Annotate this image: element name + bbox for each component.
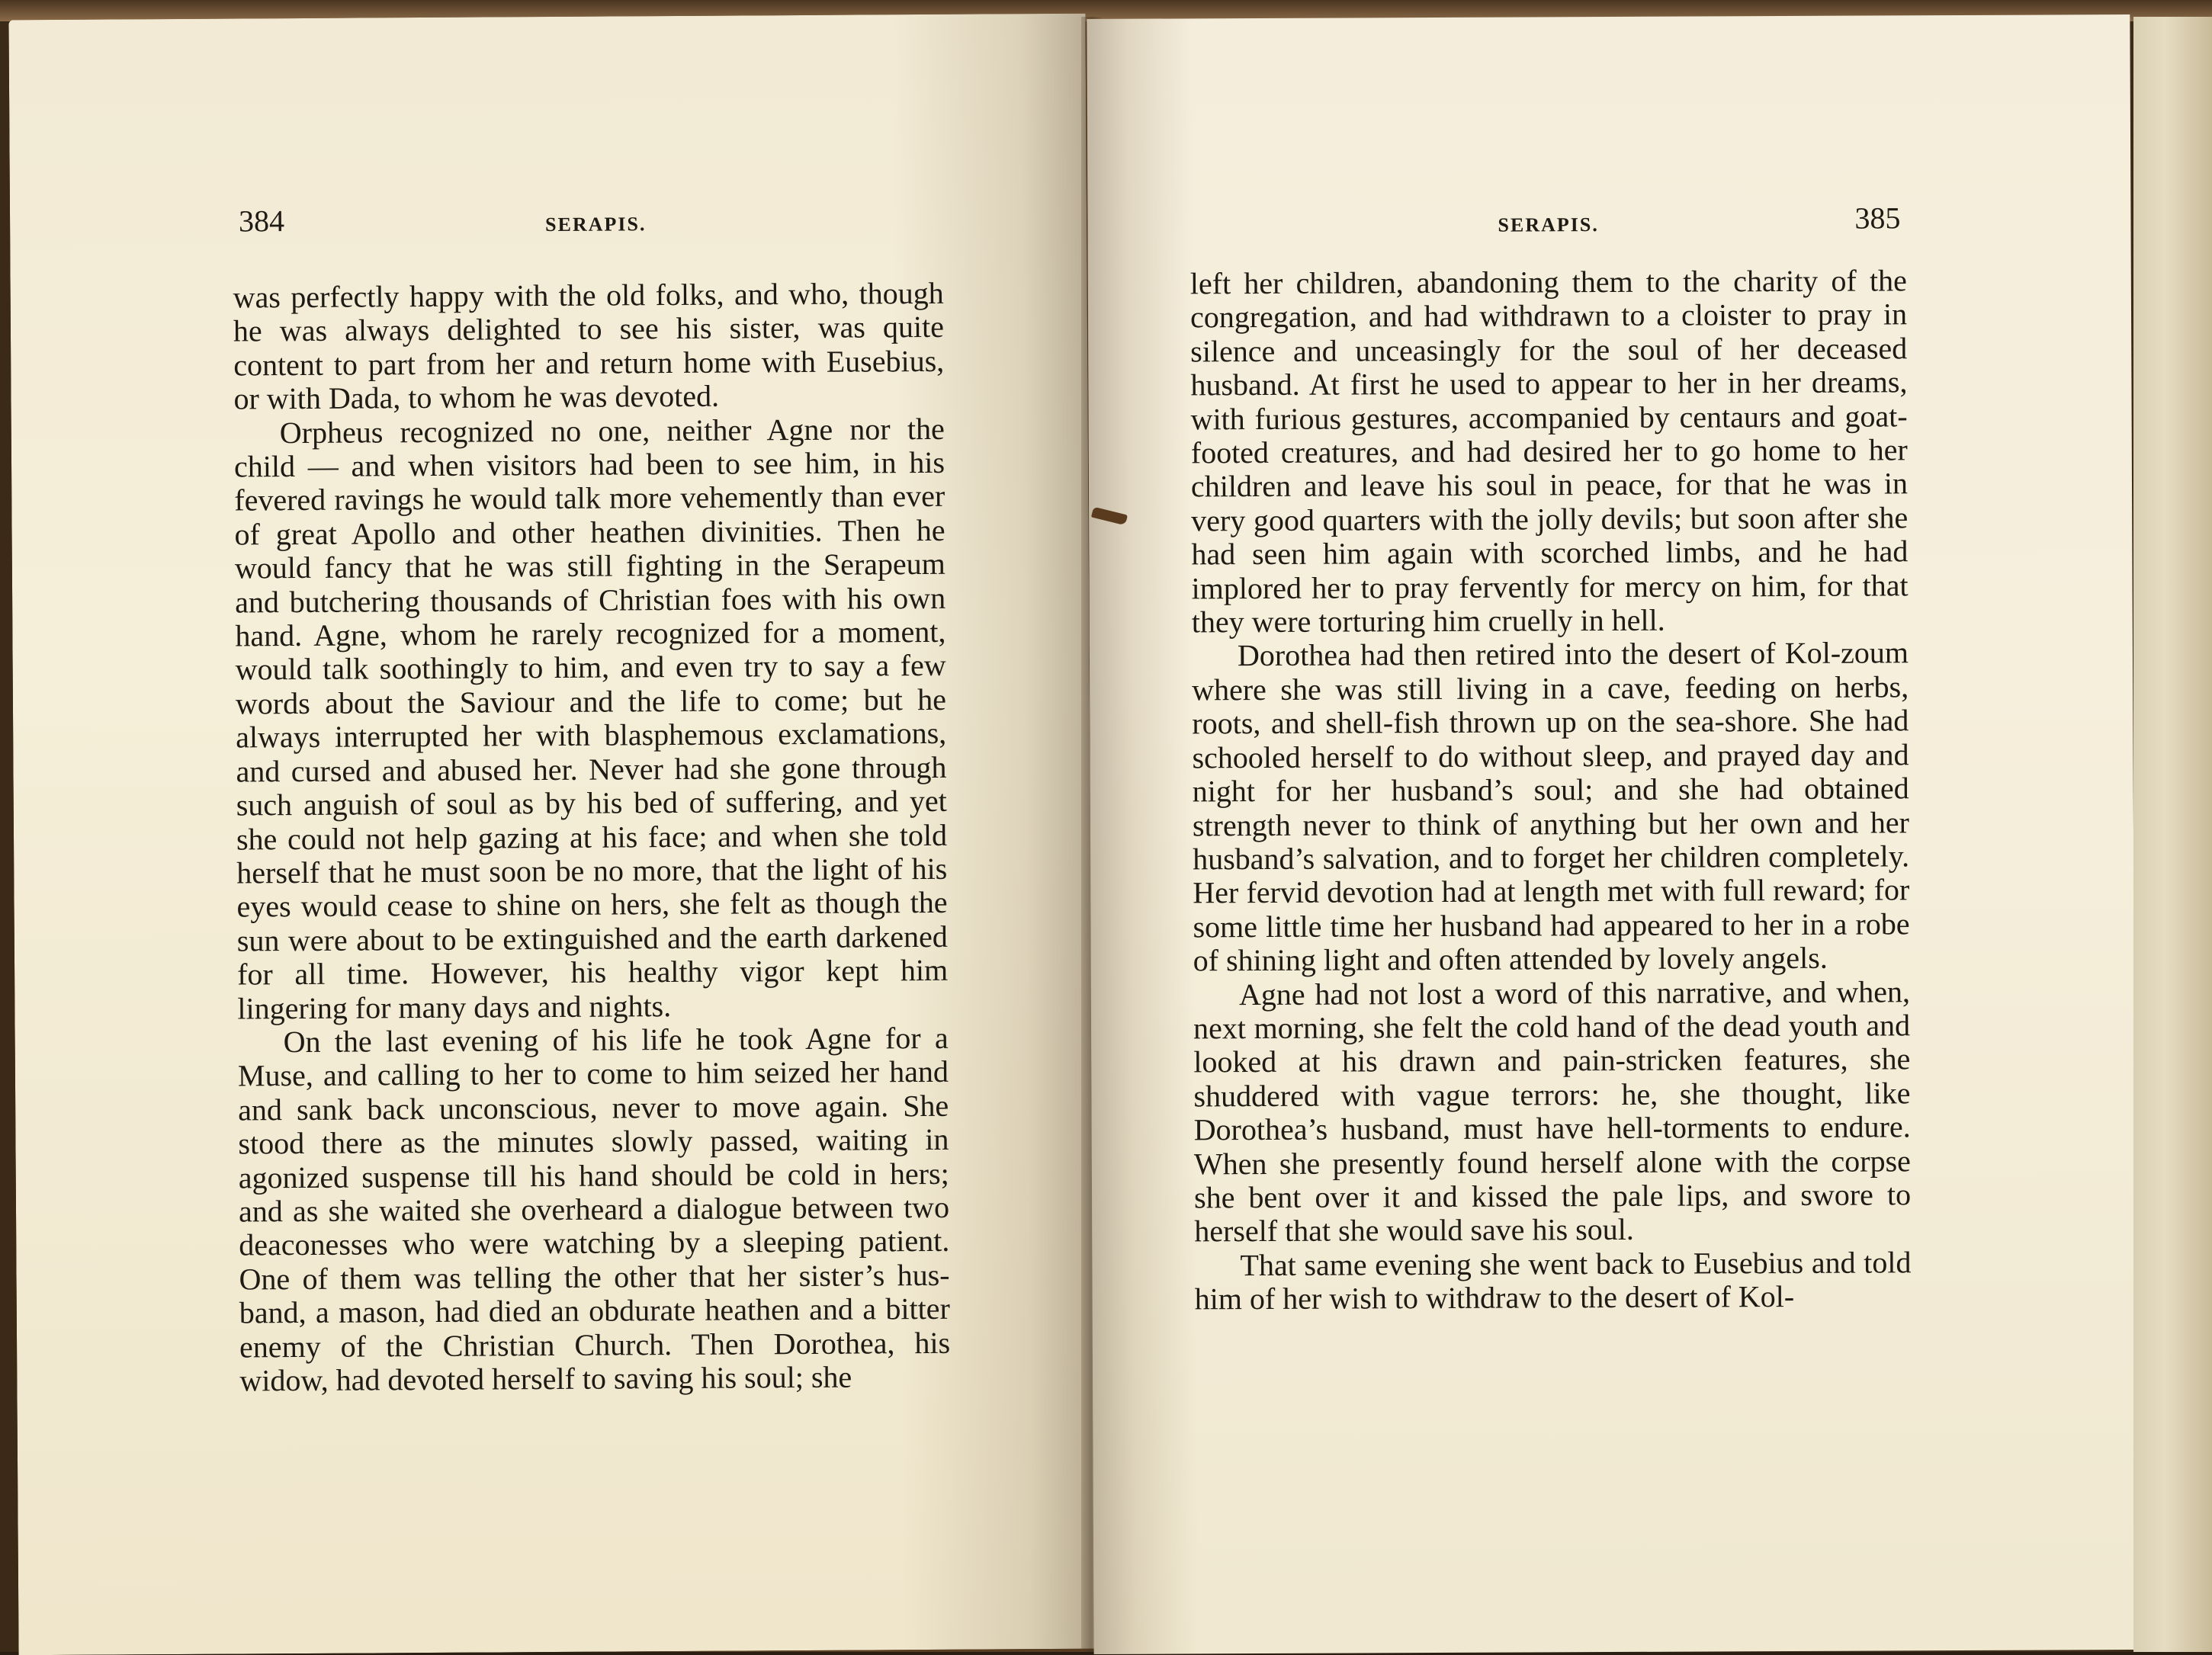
left-paragraph-3: On the last evening of his life he took Agne for a Muse, and calling to her to come to him seized her hand and sank back unconscious, never to move again. She stood there as the minutes slowly passed, waiting in agonized suspense till his hand should be cold in hers; and as she waited she overheard a dialogue between two deaconesses who were watching by a sleeping patient. One of them was telling the other that her sister’s hus-band, a mason, had died an obdurate heathen and a bitter enemy of the Christian Church. Then Dorothea, his widow, had devoted herself to saving his soul; she [237,1020,951,1398]
left-paragraph-1: was perfectly happy with the old folks, and who, though he was always delighted to see his sister, was quite content to part from her and return home with Eusebius, or with Dada, to whom he was devoted. [233,275,945,416]
right-page-text [1190,264,1912,1317]
right-running-head: SERAPIS. [1498,213,1599,236]
left-running-head: SERAPIS. [545,213,647,236]
right-page-edge-strip [2133,17,2212,1652]
right-paragraph-3: Agne had not lost a word of this narrative, and when, next morning, she felt the cold hand of the dead youth and looked at his drawn and pain-stricken features, she shuddered with vague terrors: he, she thought, like Dorothea’s husband, must have hell-torments to endure. When she presently found herself alone with the corpse she bent over it and kissed the pale lips, and swore to herself that she would save his soul. [1193,973,1912,1249]
right-paragraph-4: That same evening she went back to Eusebius and told him of her wish to withdraw to the desert of Kol- [1194,1245,1912,1317]
right-paragraph-1: left her children, abandoning them to the charity of the congregation, and had withdrawn to a cloister to pray in silence and unceasingly for the soul of her deceased husband. At first he used to appear to her in her dreams, with furious gestures, accompanied by centaurs and goat-footed creatures, and had desired her to go home to her children and leave his soul in peace, for that he was in very good quarters with the jolly devils; but soon after she had seen him again with scorched limbs, and he had implored her to pray fervently for mercy on him, for that they were torturing him cruelly in hell. [1189,263,1909,640]
left-paragraph-2: Orpheus recognized no one, neither Agne nor the child — and when visitors had been to see him, in his fevered ravings he would talk more vehemently than ever of great Apollo and other heathen divinities. Then he would fancy that he was still fighting in the Serapeum and butchering thousands of Christian foes with his own hand. Agne, whom he rarely recognized for a moment, would talk soothingly to him, and even try to say a few words about the Saviour and the life to come; but he always interrupted her with blasphemous exclamations, and cursed and abused her. Never had she gone through such anguish of soul as by his bed of suffering, and yet she could not help gazing at his face; and when she told herself that he must soon be no more, that the light of his eyes would cease to shine on hers, she felt as though the sun were about to be extinguished and the earth darkened for all time. However, his healthy vigor kept him lingering for many days and nights. [233,411,949,1026]
right-page-number: 385 [1854,200,1901,236]
right-paragraph-2: Dorothea had then retired into the desert of Kol-zoum where she was still living in a cave, feeding on herbs, roots, and shell-fish thrown up on the sea-shore. She had schooled herself to do without sleep, and prayed day and night for her husband’s soul; and she had obtained strength never to think of anything but her own and her husband’s salvation, and to forget her children completely. Her fervid devotion had at length met with full reward; for some little time her husband had appeared to her in a robe of shining light and often attended by lovely angels. [1192,635,1910,978]
right-page [1087,14,2137,1654]
left-page-number: 384 [238,204,285,239]
left-page [8,14,1095,1655]
left-page-text [233,277,951,1398]
